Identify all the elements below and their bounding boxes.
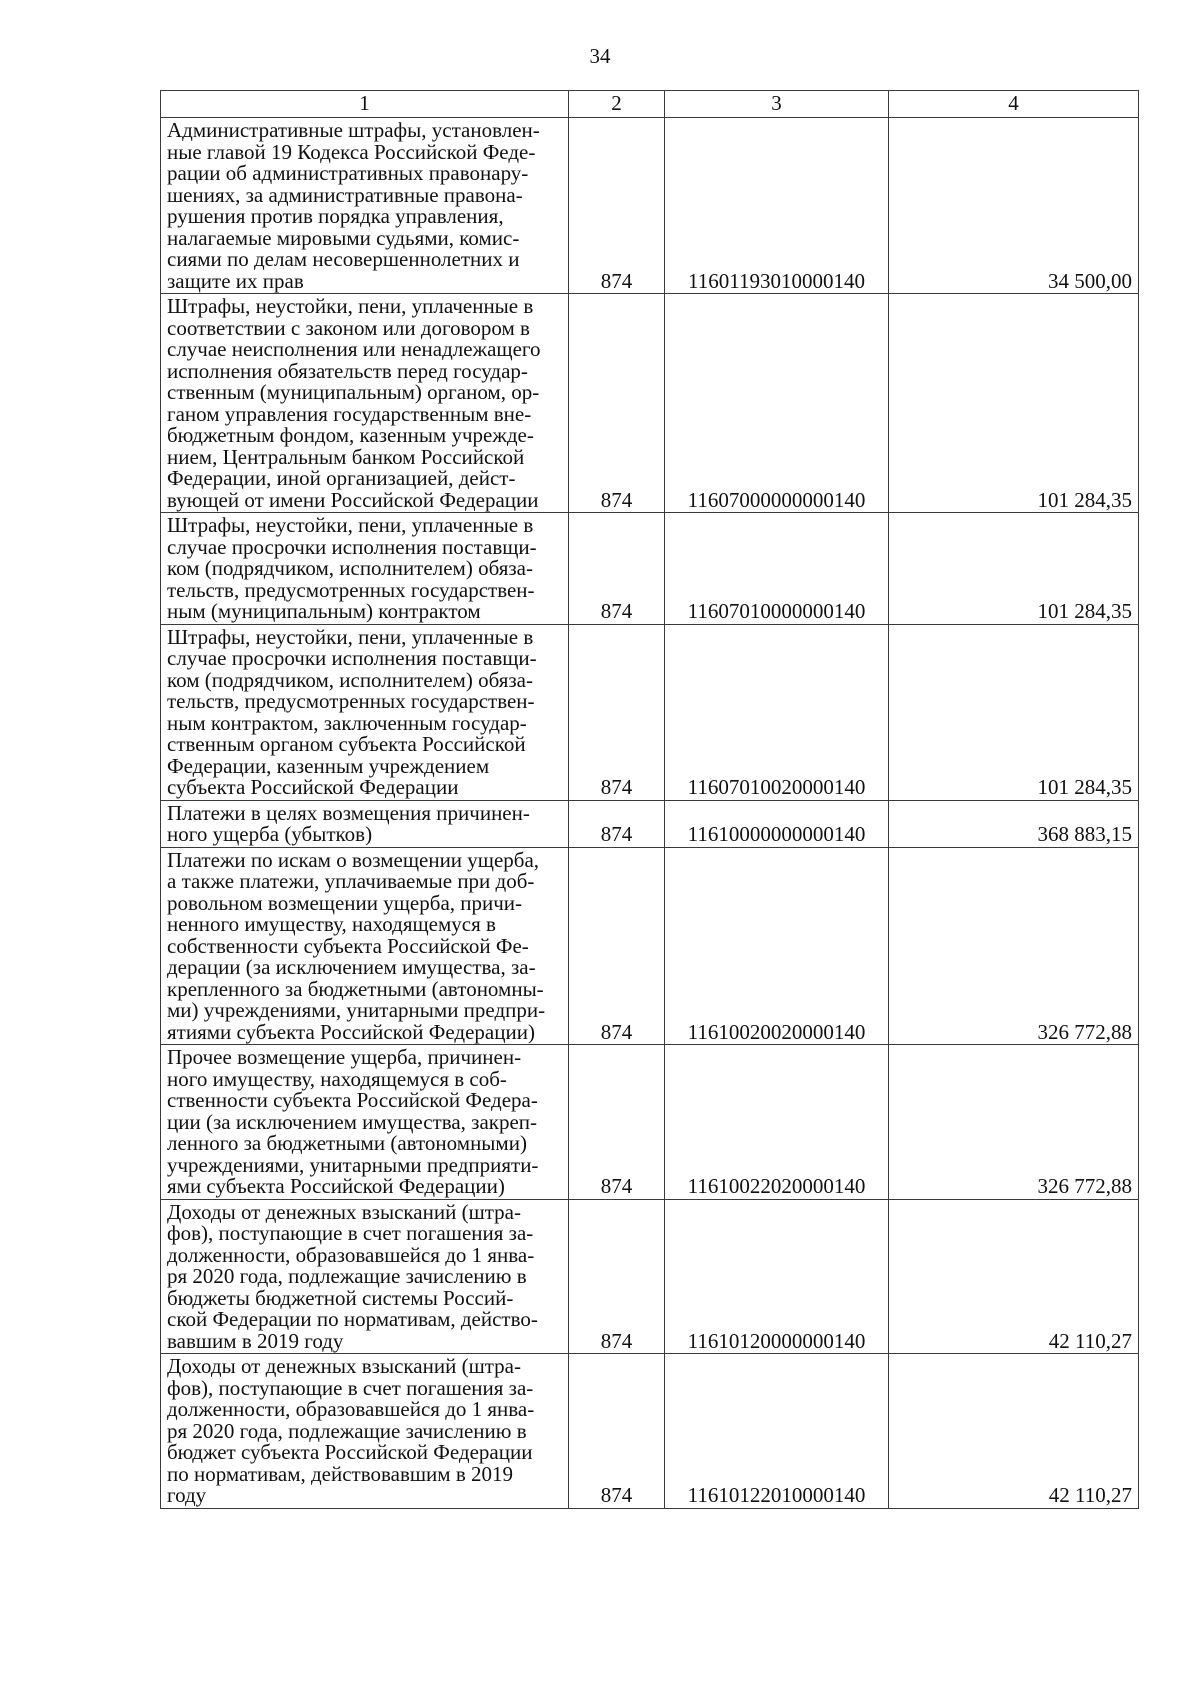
revenue-name-line: ственности субъекта Российской Федера-: [167, 1088, 538, 1112]
budget-classification-code-cell: 11601193010000140: [665, 118, 889, 294]
revenue-name-line: вующей от имени Российской Федерации: [167, 487, 539, 512]
revenue-name-line: ровольном возмещении ущерба, причи-: [167, 890, 523, 915]
amount-cell: 101 284,35: [889, 294, 1139, 513]
admin-code-cell: 874: [569, 513, 665, 625]
page-number: 34: [589, 44, 611, 68]
revenue-name-line: сиями по делам несовершеннолетних и: [167, 247, 520, 271]
budget-classification-code-cell: 11610020020000140: [665, 847, 889, 1045]
amount-cell: 326 772,88: [889, 847, 1139, 1045]
revenue-name-line: Административные штрафы, установлен-: [167, 118, 540, 142]
revenue-name-cell: [161, 1354, 569, 1509]
revenue-name-line: Федерации, иной организацией, дейст-: [167, 466, 516, 490]
column-header: 2: [569, 91, 665, 118]
revenue-name-line: Штрафы, неустойки, пени, уплаченные в: [167, 513, 534, 537]
revenue-name-line: ственным (муниципальным) органом, ор-: [167, 380, 540, 404]
header-row: [161, 91, 1139, 118]
revenue-name-cell: [161, 513, 569, 625]
revenue-name-line: вавшим в 2019 году: [167, 1328, 344, 1353]
admin-code-cell: 874: [569, 1199, 665, 1354]
amount-cell: 101 284,35: [889, 513, 1139, 625]
admin-code-cell: 874: [569, 847, 665, 1045]
revenue-name-line: ции (за исключением имущества, закреп-: [167, 1109, 538, 1134]
table-row: [161, 513, 1139, 625]
budget-classification-code-cell: 11610022020000140: [665, 1045, 889, 1200]
revenue-name-line: году: [167, 1483, 207, 1507]
table-row: [161, 800, 1139, 847]
admin-code-cell: 874: [569, 800, 665, 847]
budget-classification-code-cell: 11607000000000140: [665, 294, 889, 513]
revenue-name-cell: [161, 294, 569, 513]
amount-cell: 42 110,27: [889, 1199, 1139, 1354]
revenue-name-line: ря 2020 года, подлежащие зачислению в: [167, 1264, 527, 1288]
amount-cell: 101 284,35: [889, 624, 1139, 800]
revenue-name-line: Доходы от денежных взысканий (штра-: [167, 1199, 521, 1224]
admin-code-cell: 874: [569, 1354, 665, 1509]
revenue-name-line: бюджетным фондом, казенным учрежде-: [167, 423, 534, 447]
budget-classification-code-cell: 11607010000000140: [665, 513, 889, 625]
revenue-name-line: фов), поступающие в счет погашения за-: [167, 1375, 534, 1400]
table-row: [161, 1045, 1139, 1200]
revenue-name-line: учреждениями, унитарными предприяти-: [167, 1152, 539, 1177]
revenue-name-line: ные главой 19 Кодекса Российской Феде-: [167, 139, 536, 164]
amount-cell: 326 772,88: [889, 1045, 1139, 1200]
revenue-name-line: случае неисполнения или ненадлежащего: [167, 337, 541, 361]
revenue-name-line: налагаемые мировыми судьями, комис-: [167, 225, 520, 250]
revenue-name-cell: [161, 800, 569, 847]
revenue-name-line: ным контрактом, заключенным государ-: [167, 710, 527, 735]
revenue-name-line: ганом управления государственным вне-: [167, 401, 532, 426]
revenue-name-line: ком (подрядчиком, исполнителем) обяза-: [167, 556, 533, 580]
revenue-name-line: случае просрочки исполнения поставщи-: [167, 646, 537, 670]
revenue-name-line: шениях, за административные правона-: [167, 182, 523, 207]
revenue-name-line: Платежи по искам о возмещении ущерба,: [167, 847, 540, 872]
revenue-name-line: нием, Центральным банком Российской: [167, 444, 525, 469]
revenue-name-cell: [161, 118, 569, 294]
column-header: 1: [161, 91, 569, 118]
table-row: [161, 847, 1139, 1045]
admin-code-cell: 874: [569, 1045, 665, 1200]
revenue-table: [160, 90, 1139, 1509]
table-row: [161, 1199, 1139, 1354]
table-row: [161, 294, 1139, 513]
revenue-name-cell: [161, 847, 569, 1045]
revenue-name-line: случае просрочки исполнения поставщи-: [167, 534, 537, 559]
revenue-name-line: ком (подрядчиком, исполнителем) обяза-: [167, 667, 533, 692]
revenue-name-line: фов), поступающие в счет погашения за-: [167, 1221, 534, 1245]
revenue-name-line: ря 2020 года, подлежащие зачислению в: [167, 1418, 527, 1443]
admin-code-cell: 874: [569, 118, 665, 294]
revenue-name-line: крепленного за бюджетными (автономны-: [167, 976, 544, 1001]
revenue-name-line: долженности, образовавшейся до 1 янва-: [167, 1397, 535, 1421]
revenue-name-line: Доходы от денежных взысканий (штра-: [167, 1354, 521, 1378]
revenue-name-line: Федерации, казенным учреждением: [167, 753, 490, 778]
revenue-name-line: тельств, предусмотренных государствен-: [167, 689, 535, 713]
revenue-name-line: рации об административных правонару-: [167, 161, 529, 185]
revenue-name-line: ской Федерации по нормативам, действо-: [167, 1307, 538, 1331]
revenue-name-line: соответствии с законом или договором в: [167, 315, 530, 340]
budget-classification-code-cell: 11610000000000140: [665, 800, 889, 847]
budget-classification-code-cell: 11607010020000140: [665, 624, 889, 800]
revenue-name-line: ного ущерба (убытков): [167, 822, 373, 846]
admin-code-cell: 874: [569, 294, 665, 513]
revenue-name-line: Штрафы, неустойки, пени, уплаченные в: [167, 624, 534, 649]
amount-cell: 368 883,15: [889, 800, 1139, 847]
revenue-name-line: защите их прав: [167, 268, 304, 293]
revenue-name-line: ного имуществу, находящемуся в соб-: [167, 1066, 507, 1091]
revenue-name-line: дерации (за исключением имущества, за-: [167, 955, 536, 979]
amount-cell: 42 110,27: [889, 1354, 1139, 1509]
revenue-name-line: тельств, предусмотренных государствен-: [167, 577, 535, 602]
admin-code-cell: 874: [569, 624, 665, 800]
revenue-name-line: ятиями субъекта Российской Федерации): [167, 1019, 535, 1044]
revenue-name-line: бюджет субъекта Российской Федерации: [167, 1440, 533, 1464]
revenue-name-cell: [161, 624, 569, 800]
revenue-name-line: по нормативам, действовавшим в 2019: [167, 1461, 513, 1486]
column-header: 3: [665, 91, 889, 118]
amount-cell: 34 500,00: [889, 118, 1139, 294]
revenue-name-cell: [161, 1199, 569, 1354]
revenue-name-line: Прочее возмещение ущерба, причинен-: [167, 1045, 522, 1069]
revenue-name-line: долженности, образовавшейся до 1 янва-: [167, 1242, 535, 1267]
column-header: 4: [889, 91, 1139, 118]
budget-classification-code-cell: 11610122010000140: [665, 1354, 889, 1509]
revenue-name-line: Штрафы, неустойки, пени, уплаченные в: [167, 294, 534, 318]
revenue-name-line: исполнения обязательств перед государ-: [167, 358, 528, 383]
revenue-name-line: ственным органом субъекта Российской: [167, 732, 526, 756]
revenue-name-line: ным (муниципальным) контрактом: [167, 599, 481, 623]
table-row: [161, 118, 1139, 294]
revenue-name-line: собственности субъекта Российской Фе-: [167, 933, 529, 958]
revenue-name-line: ненного имуществу, находящемуся в: [167, 912, 496, 936]
revenue-name-line: субъекта Российской Федерации: [167, 775, 459, 799]
revenue-name-line: Платежи в целях возмещения причинен-: [167, 800, 530, 825]
revenue-name-line: а также платежи, уплачиваемые при доб-: [167, 869, 535, 893]
revenue-name-line: ями субъекта Российской Федерации): [167, 1174, 505, 1198]
table-body: [161, 118, 1139, 1509]
table-row: [161, 1354, 1139, 1509]
revenue-name-line: бюджеты бюджетной системы Россий-: [167, 1285, 514, 1310]
revenue-name-line: ленного за бюджетными (автономными): [167, 1131, 527, 1155]
revenue-name-line: ми) учреждениями, унитарными предпри-: [167, 998, 546, 1022]
table-row: [161, 624, 1139, 800]
budget-classification-code-cell: 11610120000000140: [665, 1199, 889, 1354]
revenue-name-cell: [161, 1045, 569, 1200]
revenue-name-line: рушения против порядка управления,: [167, 204, 504, 228]
